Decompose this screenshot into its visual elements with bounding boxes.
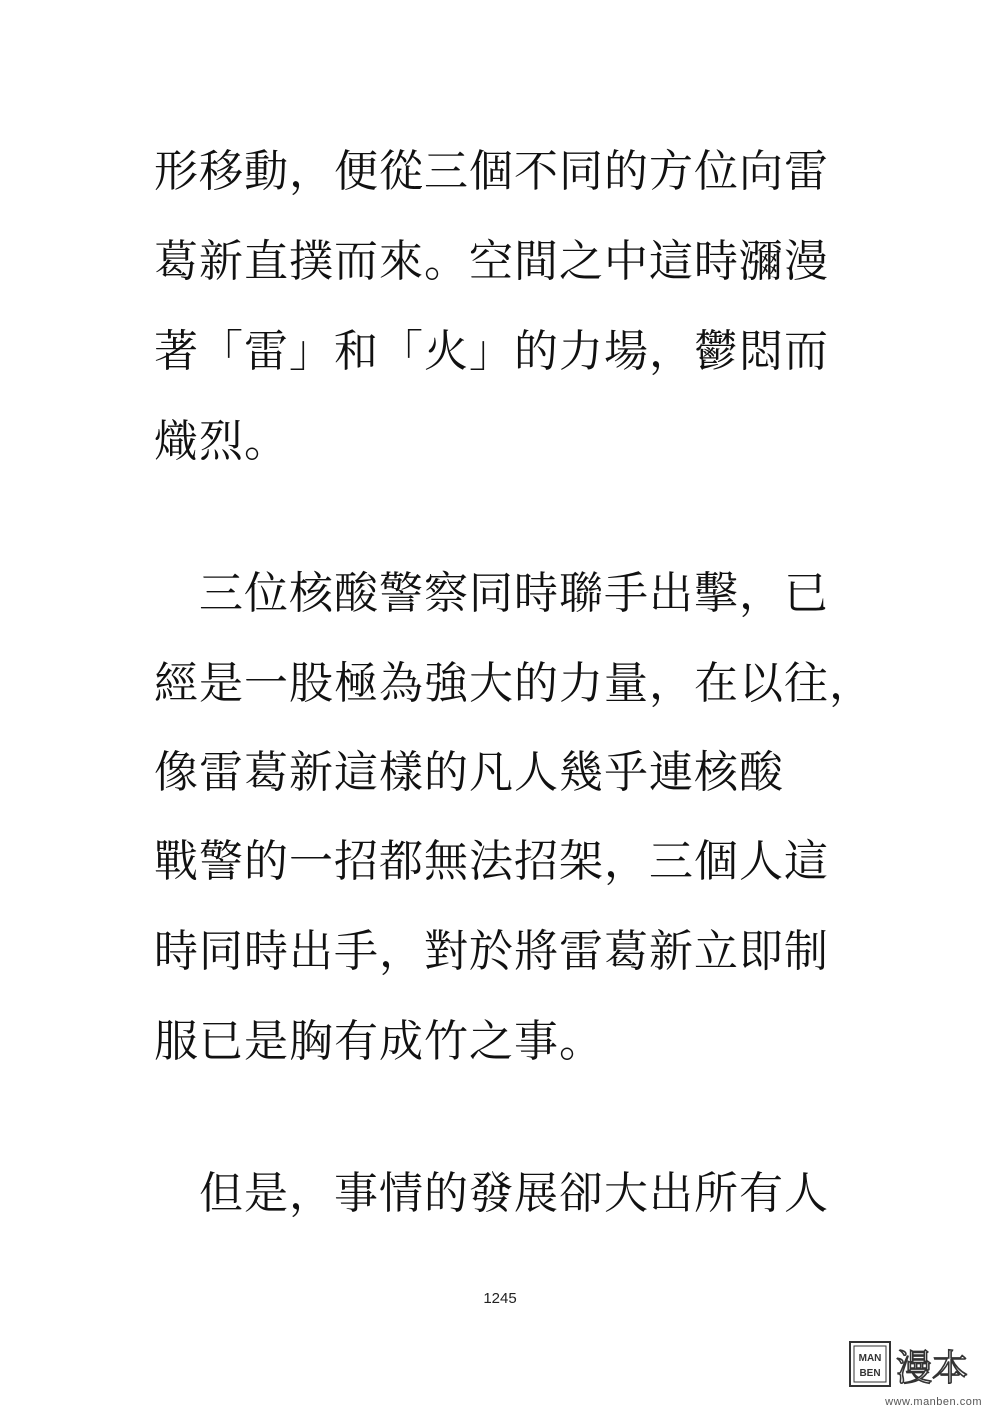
text-line: 時同時出手，對於將雷葛新立即制: [154, 926, 829, 977]
svg-text:MAN: MAN: [858, 1353, 882, 1364]
watermark-url: www.manben.com: [885, 1396, 982, 1408]
text-line: 形移動，便從三個不同的方位向雷: [154, 146, 829, 197]
text-line: 著「雷」和「火」的力場，鬱悶而: [154, 326, 829, 377]
svg-text:BEN: BEN: [859, 1368, 881, 1379]
text-line: 服已是胸有成竹之事。: [154, 1016, 604, 1067]
svg-text:漫本: 漫本: [896, 1348, 969, 1389]
page-number: 1245: [483, 1290, 517, 1307]
text-line: 葛新直撲而來。空間之中這時瀰漫: [154, 236, 829, 287]
text-line: 熾烈。: [154, 416, 289, 467]
text-line: 戰警的一招都無法招架，三個人這: [154, 836, 829, 887]
text-line: 經是一股極為強大的力量，在以往，: [154, 658, 874, 709]
text-line: 像雷葛新這樣的凡人幾乎連核酸: [154, 747, 784, 798]
text-line: 但是，事情的發展卻大出所有人: [154, 1168, 829, 1219]
text-line: 三位核酸警察同時聯手出擊，已: [154, 568, 829, 619]
